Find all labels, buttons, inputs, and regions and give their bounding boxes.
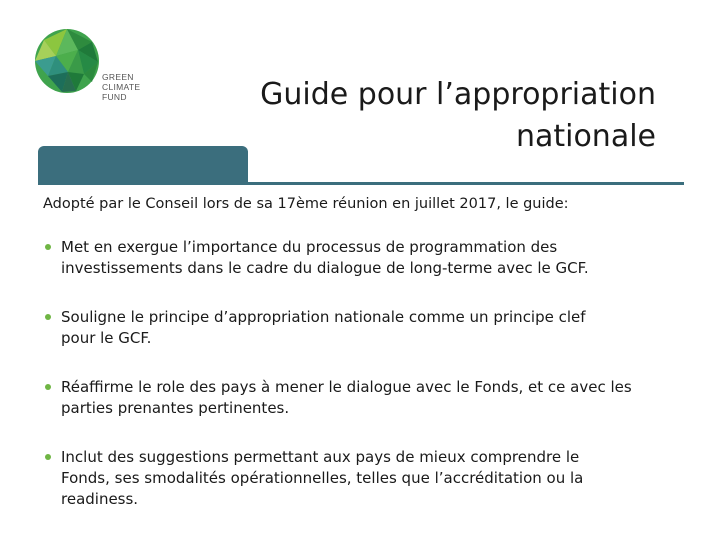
bullet-line: readiness. (61, 490, 139, 508)
bullet-dot-icon (45, 314, 51, 320)
bullet-line: parties prenantes pertinentes. (61, 399, 290, 417)
list-item (43, 307, 683, 349)
title-line-2: nationale (515, 119, 656, 154)
bullet-line: Inclut des suggestions permettant aux pays de mieux comprendre le (61, 448, 580, 466)
list-item (43, 447, 683, 510)
bullet-dot-icon (45, 454, 51, 460)
bullet-line: Souligne le principe d’appropriation nationale comme un principe clef (61, 308, 586, 326)
logo-line: GREEN (102, 72, 134, 82)
bullet-line: Réaffirme le role des pays à mener le dialogue avec le Fonds, et ce avec les (61, 378, 632, 396)
bullet-dot-icon (45, 384, 51, 390)
green-climate-fund-logo (34, 28, 100, 94)
bullet-list (43, 237, 683, 538)
slide-title (216, 74, 656, 158)
bullet-line: pour le GCF. (61, 329, 152, 347)
list-item (43, 377, 683, 419)
title-underline-rule (38, 182, 684, 185)
logo-wordmark (102, 72, 140, 102)
bullet-dot-icon (45, 244, 51, 250)
logo-line: CLIMATE (102, 82, 141, 92)
bullet-line: investissements dans le cadre du dialogue de long-terme avec le GCF. (61, 259, 589, 277)
title-line-1: Guide pour l’appropriation (260, 77, 656, 112)
logo-line: FUND (102, 92, 127, 102)
bullet-line: Fonds, ses smodalités opérationnelles, telles que l’accréditation ou la (61, 469, 584, 487)
title-accent-tab (38, 146, 248, 184)
intro-text: Adopté par le Conseil lors de sa 17ème réunion en juillet 2017, le guide: (43, 196, 569, 212)
list-item (43, 237, 683, 279)
bullet-line: Met en exergue l’importance du processus de programmation des (61, 238, 558, 256)
